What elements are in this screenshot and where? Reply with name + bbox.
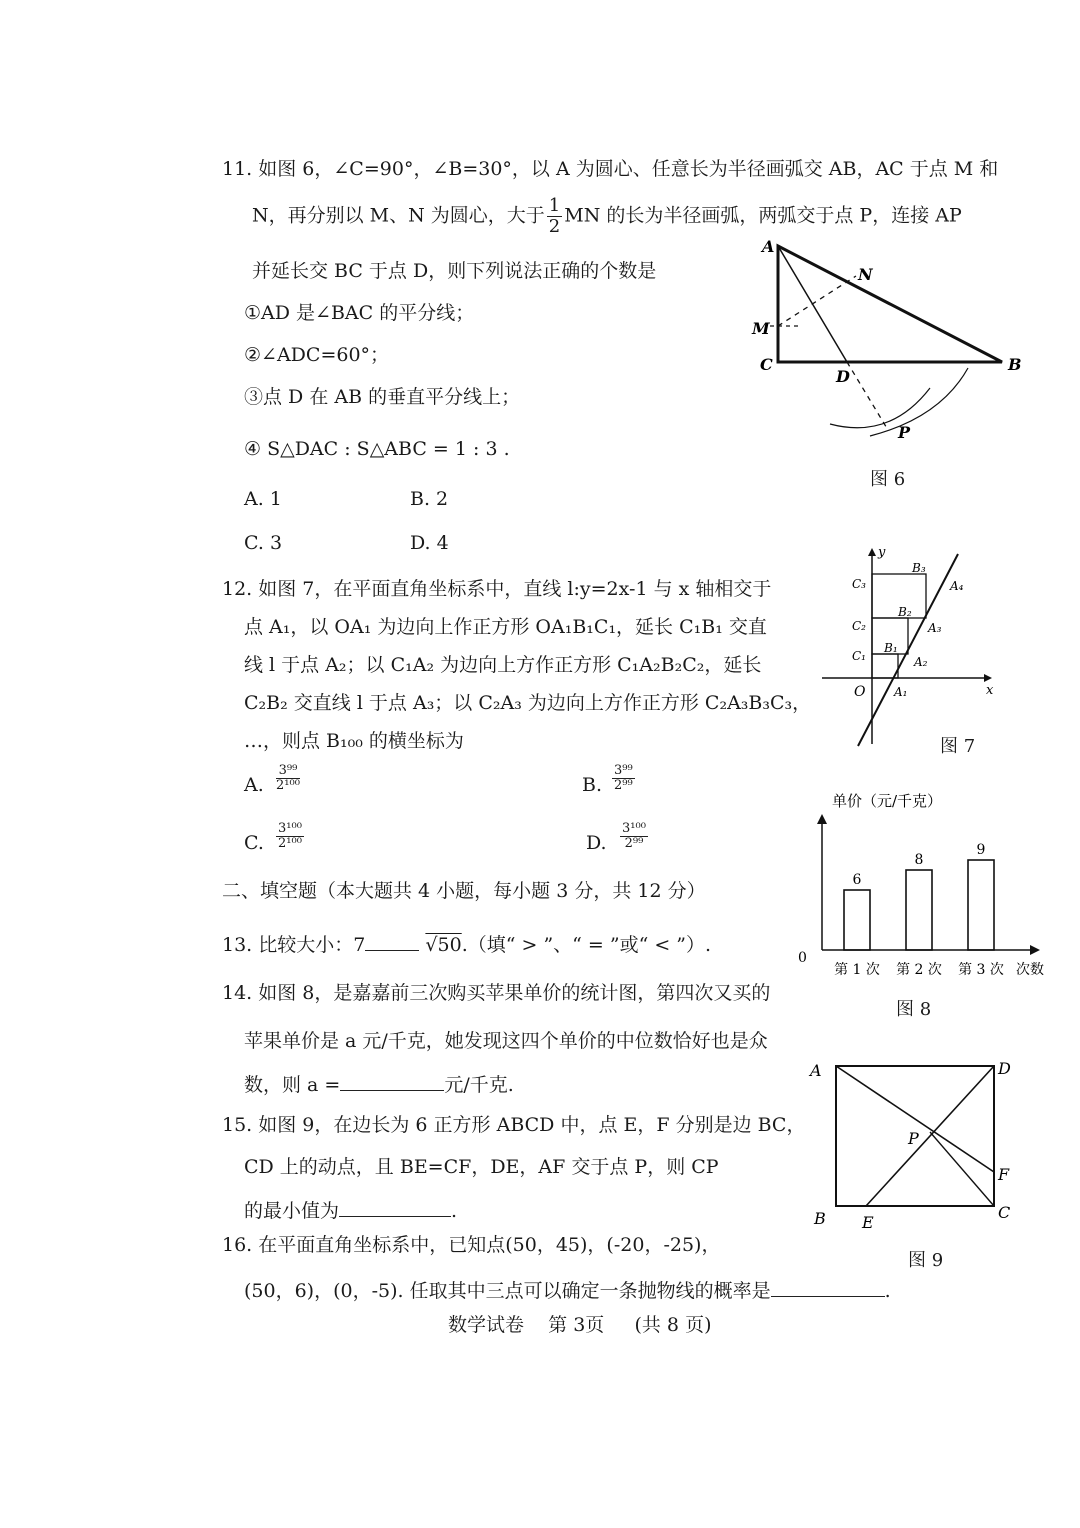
figure-6 [740,228,1040,443]
chart-origin: 0 [798,950,807,966]
q16-line2-a: (50，6)，(0，-5). 任取其中三点可以确定一条抛物线的概率是 [244,1280,771,1302]
numerator: 3⁹⁹ [614,763,633,778]
q15-line3-a: 的最小值为 [244,1200,340,1222]
denominator: 2⁹⁹ [614,778,633,793]
category-label-3: 第 3 次 [958,962,1004,978]
chart-y-label: 单价（元/千克） [832,792,943,810]
category-label-2: 第 2 次 [896,962,942,978]
label-a: A [762,237,775,256]
label-c2: C₂ [852,619,866,633]
q11-option-c: C. 3 [244,532,283,554]
q14-line2: 苹果单价是 a 元/千克，她发现这四个单价的中位数恰好也是众 [244,1030,768,1052]
label-b: B [814,1209,826,1228]
one-half-fraction [547,196,562,237]
label-p: P [908,1129,919,1148]
q11-statement-3: ③点 D 在 AB 的垂直平分线上； [244,386,521,408]
page-footer: 数学试卷 第 3页 (共 8 页) [448,1314,712,1336]
q15-line3 [244,1196,457,1224]
q12-option-b-fraction [612,764,635,793]
x-arrow [984,674,992,682]
label-e: E [862,1213,874,1232]
label-c: C [760,355,773,374]
q14-line3-a: 数，则 a = [244,1074,341,1096]
q13-line [222,930,711,958]
bar-3 [968,860,994,950]
label-x: x [986,683,994,698]
q12-line1: 12. 如图 7，在平面直角坐标系中，直线 l:y=2x-1 与 x 轴相交于 [222,578,772,600]
label-b3: B₃ [912,561,926,575]
label-b1: B₁ [884,641,898,655]
category-label-1: 第 1 次 [834,962,880,978]
chart-x-arrow [1030,945,1040,955]
segment-de [866,1066,994,1206]
q16-line1: 16. 在平面直角坐标系中，已知点(50，45)，(-20，-25)， [222,1234,721,1256]
numerator: 3¹⁰⁰ [278,821,302,836]
q11-line2-a: N，再分别以 M、N 为圆心，大于 [252,204,545,227]
q11-statement-4: ④ S△DAC : S△ABC = 1 : 3 . [244,438,510,460]
bar-1 [844,890,870,950]
q12-option-d-fraction [620,822,648,851]
section-2-heading: 二、填空题（本大题共 4 小题，每小题 3 分，共 12 分） [222,880,706,902]
numerator: 3⁹⁹ [276,764,300,779]
label-n: N [858,265,873,284]
q14-line3 [244,1070,514,1098]
denominator: 2⁹⁹ [624,836,644,851]
q11-option-b: B. 2 [410,488,449,510]
q13-suffix: .（填“ > ”、“ = ”或“ < ”）. [461,934,712,956]
figure-8-bar-chart [790,786,1050,981]
label-d: D [836,367,850,386]
q11-option-d: D. 4 [410,532,449,554]
q12-line4: C₂B₂ 交直线 l 于点 A₃；以 C₂A₃ 为边向上方作正方形 C₂A₃B₃C₃， [244,692,812,714]
q12-option-d-label: D. [586,832,607,854]
label-a3: A₃ [928,621,942,635]
bar-2 [906,870,932,950]
q12-option-a-label: A. [244,774,264,796]
segment-af [836,1066,994,1172]
dashed-m-n [778,276,856,326]
q16-answer-blank[interactable] [771,1276,885,1297]
q16-line2 [244,1276,891,1304]
label-b: B [1008,355,1022,374]
q13-sqrt: √50 [425,934,462,956]
q15-line1: 15. 如图 9，在边长为 6 正方形 ABCD 中，点 E，F 分别是边 BC， [222,1114,806,1136]
q11-line3: 并延长交 BC 于点 D，则下列说法正确的个数是 [252,260,657,282]
figure-8-caption: 图 8 [896,999,932,1020]
figure-9 [804,1054,1036,1236]
label-b2: B₂ [898,605,912,619]
chart-x-label: 次数 [1016,962,1044,978]
arc-2 [870,368,968,436]
square-1 [872,654,898,678]
q14-line3-b: 元/千克. [444,1074,514,1096]
q15-line2: CD 上的动点，且 BE=CF，DE，AF 交于点 P，则 CP [244,1156,719,1178]
figure-7 [818,544,1008,752]
label-a2: A₂ [914,655,928,669]
label-a4: A₄ [950,579,964,593]
fraction-numerator: 1 [548,195,561,216]
label-c3: C₃ [852,577,866,591]
label-o: O [854,684,866,700]
q12-option-a-fraction [276,764,300,793]
numerator: 3¹⁰⁰ [622,821,646,836]
denominator: 2¹⁰⁰ [276,778,300,793]
q11-statement-2: ②∠ADC=60°； [244,344,390,366]
q11-statement-1: ①AD 是∠BAC 的平分线； [244,302,475,324]
bar-value-label-3: 9 [976,842,986,858]
q11-line2-b: MN 的长为半径画弧，两弧交于点 P，连接 AP [564,204,962,227]
label-m: M [752,319,770,338]
chart-y-arrow [817,814,827,824]
q12-line2: 点 A₁，以 OA₁ 为边向上作正方形 OA₁B₁C₁，延长 C₁B₁ 交直 [244,616,767,638]
label-y: y [878,545,886,560]
figure-7-caption: 图 7 [940,736,976,757]
arc-1 [830,388,930,428]
label-c: C [998,1203,1011,1222]
denominator: 2¹⁰⁰ [278,836,302,851]
y-arrow [868,548,876,556]
q12-option-c-label: C. [244,832,264,854]
bar-value-label-2: 8 [914,852,924,868]
q15-line3-b: . [451,1200,458,1222]
label-a1: A₁ [894,685,908,699]
label-f: F [998,1165,1010,1184]
q13-answer-blank[interactable] [365,930,419,951]
q11-line1: 11. 如图 6，∠C=90°，∠B=30°，以 A 为圆心、任意长为半径画弧交 AB，AC 于点 M 和 [222,158,999,180]
q12-line5: …，则点 B₁₀₀ 的横坐标为 [244,730,464,752]
label-c1: C₁ [852,649,866,663]
q14-line1: 14. 如图 8，是嘉嘉前三次购买苹果单价的统计图，第四次又买的 [222,982,771,1004]
figure-9-caption: 图 9 [908,1250,944,1271]
q13-prefix: 13. 比较大小：7 [222,934,366,956]
bar-value-label-1: 6 [852,872,862,888]
q12-option-b-label: B. [582,774,603,796]
label-a: A [810,1061,822,1080]
extension-dp [847,362,888,430]
q12-line3: 线 l 于点 A₂；以 C₁A₂ 为边向上方作正方形 C₁A₂B₂C₂，延长 [244,654,762,676]
q14-answer-blank[interactable] [340,1070,444,1091]
fraction-denominator: 2 [548,216,561,237]
chart-bars [834,842,1004,978]
label-d: D [998,1059,1011,1078]
label-p: P [898,423,911,442]
figure-6-caption: 图 6 [870,469,906,490]
q11-option-a: A. 1 [244,488,282,510]
q12-option-c-fraction [276,822,304,851]
q15-answer-blank[interactable] [339,1196,451,1217]
segment-pc [930,1132,994,1206]
q16-line2-b: . [884,1280,891,1302]
